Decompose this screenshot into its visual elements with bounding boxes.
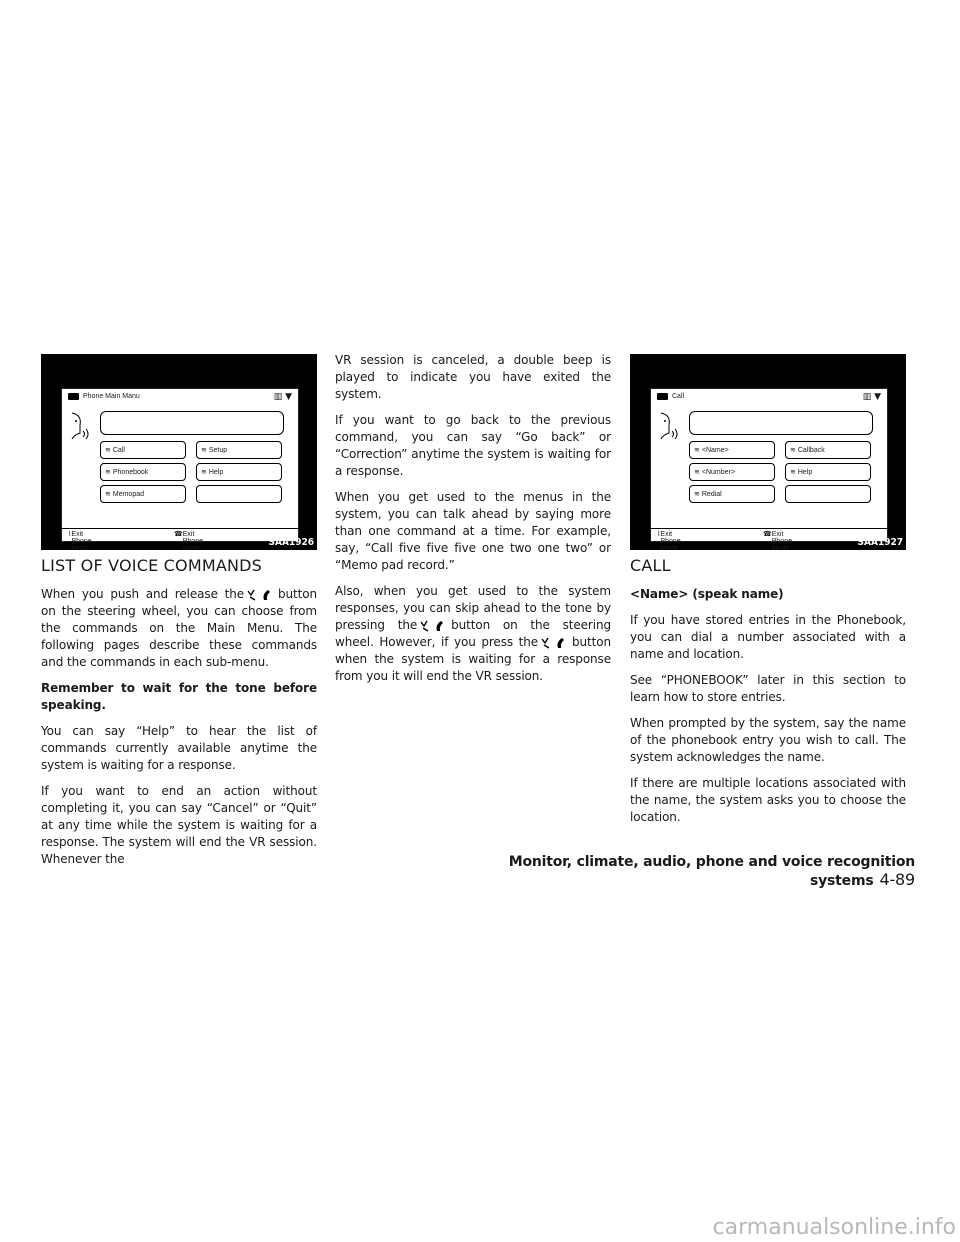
- paragraph-bold: Remember to wait for the tone before speaking.: [41, 681, 317, 712]
- screen-title: Phone Main Manu: [83, 393, 140, 400]
- figure-code: SAA1926: [268, 537, 314, 548]
- button-name: ≋ <Name>: [689, 441, 775, 459]
- paragraph: When you push and release the button on the steering wheel, you can choose from the commands on the Main Menu. The following pages describe these commands and the commands in each sub-menu.: [41, 587, 317, 669]
- button-number: ≋ <Number>: [689, 463, 775, 481]
- signal-icon: ▥ ▼: [273, 392, 292, 402]
- section-title: Monitor, climate, audio, phone and voice recognition systems: [508, 854, 915, 889]
- paragraph: If you want to end an action without completing it, you can say “Cancel” or “Quit” at any time while the system is waiting for a response. The system will end the VR session. Whenever the: [41, 784, 317, 866]
- figure-code: SAA1927: [857, 537, 903, 548]
- screen-bottom-bar: ⌇ Exit Phone Mode ☎ Exit Phone Mode: [62, 528, 298, 541]
- figure-phone-main-menu: [41, 354, 317, 550]
- watermark: carmanualsonline.info: [712, 1215, 956, 1240]
- button-call: ≋ Call: [100, 441, 186, 459]
- paragraph: When prompted by the system, say the name of the phonebook entry you wish to call. The system acknowledges the name.: [630, 716, 906, 764]
- button-empty: [785, 485, 871, 503]
- subheading: <Name> (speak name): [630, 587, 784, 601]
- screen-bottom-bar: ⌇ Exit Phone Mode ☎ Exit Phone Mode: [651, 528, 887, 541]
- paragraph: You can say “Help” to hear the list of commands currently available anytime the system is waiting for a response.: [41, 724, 317, 772]
- column-2: [335, 352, 611, 694]
- input-field: [689, 411, 873, 435]
- pencil-icon: [657, 393, 668, 400]
- talk-button-icon: [540, 636, 570, 650]
- paragraph: If you have stored entries in the Phonebook, you can dial a number associated with a name and location.: [630, 613, 906, 661]
- paragraph: When you get used to the menus in the system, you can talk ahead by saying more than one command at a time. For example, say, “Call five five five one two one two” or “Memo pad record.”: [335, 490, 611, 572]
- section-heading: CALL: [630, 556, 671, 575]
- button-callback: ≋ Callback: [785, 441, 871, 459]
- input-field: [100, 411, 284, 435]
- button-setup: ≋ Setup: [196, 441, 282, 459]
- paragraph: If there are multiple locations associated with the name, the system asks you to choose the location.: [630, 776, 906, 824]
- button-empty: [196, 485, 282, 503]
- page-footer: [445, 854, 915, 889]
- talk-button-icon: [246, 588, 276, 602]
- paragraph: If you want to go back to the previous command, you can say “Go back” or “Correction” anytime the system is waiting for a response.: [335, 413, 611, 478]
- button-phonebook: ≋ Phonebook: [100, 463, 186, 481]
- column-1: [41, 556, 317, 877]
- pencil-icon: [68, 393, 79, 400]
- screen-title: Call: [672, 393, 685, 400]
- voice-icon: [68, 411, 90, 445]
- button-help: ≋ Help: [196, 463, 282, 481]
- figure-call-menu: [630, 354, 906, 550]
- button-help: ≋ Help: [785, 463, 871, 481]
- paragraph: Also, when you get used to the system responses, you can skip ahead to the tone by pressing the button on the steering wheel. However, if you press the button when the system is waiting for a response from you it will end the VR session.: [335, 584, 611, 683]
- signal-icon: ▥ ▼: [862, 392, 881, 402]
- paragraph: VR session is canceled, a double beep is played to indicate you have exited the system.: [335, 353, 611, 401]
- paragraph: See “PHONEBOOK” later in this section to learn how to store entries.: [630, 673, 906, 704]
- column-3: [630, 556, 906, 835]
- button-memopad: ≋ Memopad: [100, 485, 186, 503]
- section-heading: LIST OF VOICE COMMANDS: [41, 556, 263, 575]
- page-number: 4-89: [879, 870, 915, 889]
- talk-button-icon: [419, 619, 449, 633]
- voice-icon: [657, 411, 679, 445]
- button-redial: ≋ Redial: [689, 485, 775, 503]
